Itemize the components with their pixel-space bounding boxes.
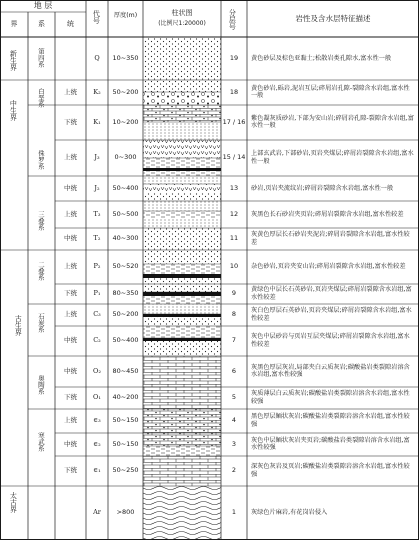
lithology-band bbox=[143, 211, 221, 218]
lithology-band bbox=[143, 158, 221, 168]
description-text: 砂岩,页岩夹流纹岩;碎屑岩裂隙含水岩组,富水性一般 bbox=[251, 184, 394, 192]
layer-number: 9 bbox=[231, 289, 237, 297]
layer-number: 6 bbox=[231, 366, 237, 375]
series-label: 中统 bbox=[64, 183, 77, 192]
series-label: 中统 bbox=[64, 366, 77, 375]
series-label: 上统 bbox=[64, 416, 77, 424]
thickness-label: >800 bbox=[116, 508, 135, 516]
code-label: P₂ bbox=[93, 262, 101, 270]
code-label: ∈₂ bbox=[93, 439, 101, 448]
description-text: 灰黑色厚层灰岩,局部夹白云质灰岩;碳酸盐岩类裂隙岩溶含水岩组,富水性较强 bbox=[251, 363, 410, 379]
description-text: 灰黄色厚层长石砂岩夹泥岩;碎屑岩裂隙含水岩组,富水性较差 bbox=[251, 231, 410, 246]
lithology-band bbox=[143, 264, 221, 274]
system-jurassic: 侏罗系 bbox=[36, 150, 45, 170]
lithology-band bbox=[143, 486, 221, 540]
thickness-label: 50~150 bbox=[112, 439, 139, 448]
lithology-band bbox=[143, 176, 221, 184]
lithology-band bbox=[143, 433, 221, 446]
layer-number: 13 bbox=[229, 183, 239, 192]
code-label: K₂ bbox=[93, 87, 101, 96]
lithology-band bbox=[143, 326, 221, 338]
lithology-band bbox=[143, 456, 221, 486]
code-label: ∈₁ bbox=[93, 466, 101, 474]
lithology-band bbox=[143, 228, 221, 250]
lithology-band bbox=[143, 92, 221, 105]
thickness-label: 50~520 bbox=[112, 262, 139, 270]
code-label: ∈₃ bbox=[93, 416, 101, 424]
code-label: T₂ bbox=[93, 234, 101, 242]
series-label: 下统 bbox=[64, 117, 77, 126]
system-cretaceous: 白垩系 bbox=[36, 88, 45, 108]
layer-number: 8 bbox=[231, 310, 237, 318]
system-quaternary: 第四系 bbox=[36, 48, 45, 68]
lithology-band bbox=[143, 314, 221, 317]
lithology-band bbox=[143, 304, 221, 314]
lithology-band bbox=[143, 387, 221, 409]
lithology-band bbox=[143, 317, 221, 326]
header-description: 岩性及含水层特征描述 bbox=[295, 14, 371, 23]
lithology-band bbox=[143, 284, 221, 292]
series-label: 中统 bbox=[64, 439, 77, 448]
lithology-band bbox=[143, 409, 221, 433]
description-text: 黑色厚层鲕状灰岩;碳酸盐岩类裂隙岩溶含水岩组,富水性较强 bbox=[251, 413, 410, 428]
description-text: 灰质薄层白云质灰岩;碳酸盐岩类裂隙岩溶含水岩组,富水性较强 bbox=[251, 390, 410, 405]
era-paleozoic: 古生界 bbox=[14, 315, 23, 336]
description-text: 灰色中层鲕状灰岩夹页岩;碳酸盐岩类裂隙岩溶含水岩组,富水性较强 bbox=[251, 436, 410, 452]
header-code: 代号 bbox=[92, 10, 101, 24]
code-label: T₃ bbox=[93, 209, 101, 218]
series-label: 上统 bbox=[64, 153, 77, 161]
thickness-label: 10~350 bbox=[112, 53, 139, 62]
lithology-band bbox=[143, 171, 221, 176]
code-label: P₁ bbox=[93, 289, 101, 297]
description-text: 灰绿色片麻岩,有花岗岩侵入 bbox=[251, 509, 328, 516]
era-mesozoic: 中生界 bbox=[9, 100, 18, 121]
lithology-band bbox=[143, 278, 221, 284]
header-series: 统 bbox=[67, 20, 74, 28]
code-label: O₁ bbox=[93, 393, 101, 401]
lithology-band bbox=[143, 338, 221, 341]
description-text: 黄色砂岩,砾岩,泥岩互层;碎屑岩孔隙-裂隙含水岩组,富水性一般 bbox=[251, 84, 410, 100]
thickness-label: 40~300 bbox=[112, 234, 139, 242]
thickness-label: 50~400 bbox=[112, 183, 139, 192]
layer-number: 5 bbox=[231, 393, 237, 401]
description-text: 紫色凝灰质砂岩,下部为安山岩;碎屑岩孔隙-裂隙含水岩组,富水性一般 bbox=[251, 114, 414, 130]
header-column: 柱状图 bbox=[171, 9, 193, 17]
series-label: 下统 bbox=[64, 289, 77, 297]
thickness-label: 40~200 bbox=[112, 393, 139, 401]
layer-number: 19 bbox=[229, 53, 239, 62]
code-label: K₁ bbox=[93, 117, 101, 126]
layer-number: 17 / 16 bbox=[222, 117, 246, 126]
series-label: 中统 bbox=[64, 336, 77, 344]
series-label: 下统 bbox=[64, 393, 77, 401]
description-text: 灰白色厚层石英砂岩,页岩夹煤层;碎屑岩裂隙含水岩组,富水性较差 bbox=[251, 307, 412, 322]
header-era: 界 bbox=[10, 20, 18, 28]
layer-number: 7 bbox=[231, 336, 237, 344]
lithology-band bbox=[143, 122, 221, 140]
series-label: 上统 bbox=[64, 87, 77, 96]
header-scale: (比例尺1:20000) bbox=[158, 20, 206, 27]
lithology-band bbox=[143, 201, 221, 211]
series-label: 中统 bbox=[64, 234, 77, 242]
header-system: 系 bbox=[38, 20, 45, 28]
layer-number: 18 bbox=[229, 87, 239, 96]
series-label: 上统 bbox=[64, 209, 77, 218]
era-cenozoic: 新生界 bbox=[9, 50, 18, 71]
series-label: 上统 bbox=[64, 262, 77, 270]
series-label: 上统 bbox=[64, 310, 77, 318]
lithology-band bbox=[143, 105, 221, 122]
thickness-label: 50~150 bbox=[112, 416, 139, 424]
system-triassic: 三叠系 bbox=[36, 211, 45, 231]
lithology-band bbox=[143, 140, 221, 158]
description-text: 深灰色灰岩及页岩;碳酸盐岩类裂隙岩溶含水岩组,富水性较强 bbox=[251, 463, 410, 478]
layer-number: 15 / 14 bbox=[222, 153, 246, 161]
header-thickness: 厚度(m) bbox=[113, 12, 138, 19]
header-layer-no: 分层号 bbox=[228, 9, 237, 30]
lithology-band bbox=[143, 356, 221, 387]
series-label: 下统 bbox=[64, 466, 77, 474]
lithology-band bbox=[143, 341, 221, 356]
layer-number: 12 bbox=[229, 209, 239, 218]
code-label: O₂ bbox=[93, 366, 101, 375]
lithology-band bbox=[143, 193, 221, 201]
description-text: 黄绿色中层长石英砂岩,页岩夹煤层;碎屑岩裂隙含水岩组,富水性较差 bbox=[251, 286, 412, 301]
system-ordovician: 奥陶系 bbox=[36, 375, 45, 395]
thickness-label: 80~450 bbox=[112, 366, 139, 375]
thickness-label: 0~300 bbox=[114, 153, 137, 161]
code-label: J₂ bbox=[94, 183, 100, 192]
lithology-band bbox=[143, 274, 221, 278]
thickness-label: 50~500 bbox=[112, 209, 139, 218]
thickness-label: 50~200 bbox=[112, 310, 139, 318]
lithology-band bbox=[143, 296, 221, 304]
code-label: C₃ bbox=[93, 310, 101, 318]
lithology-band bbox=[143, 37, 221, 80]
system-cambrian: 寒武系 bbox=[36, 432, 45, 452]
description-text: 上部玄武岩,下部砂岩,页岩夹煤层;碎屑岩裂隙含水岩组,富水性一般 bbox=[251, 150, 414, 165]
lithology-band bbox=[143, 80, 221, 92]
lithology-band bbox=[143, 168, 221, 171]
description-text: 杂色砂岩,页岩夹安山岩;碎屑岩裂隙含水岩组,富水性较差 bbox=[251, 263, 406, 270]
layer-number: 11 bbox=[229, 234, 239, 242]
layer-number: 4 bbox=[231, 416, 237, 424]
lithology-column bbox=[143, 37, 221, 540]
lithology-band bbox=[143, 184, 221, 193]
thickness-label: 50~200 bbox=[112, 87, 139, 96]
thickness-label: 10~200 bbox=[112, 117, 139, 126]
description-text: 灰黑色长石砂岩夹页岩;碎屑岩裂隙含水岩组,富水性较差 bbox=[251, 210, 404, 218]
code-label: J₃ bbox=[94, 153, 100, 161]
lithology-band bbox=[143, 250, 221, 264]
era-archean: 太古界 bbox=[9, 492, 18, 513]
thickness-label: 50~400 bbox=[112, 336, 139, 344]
layer-number: 10 bbox=[229, 262, 239, 270]
system-permian: 二叠系 bbox=[36, 261, 45, 281]
layer-number: 3 bbox=[231, 439, 237, 448]
header-strata: 地 层 bbox=[33, 1, 53, 10]
layer-number: 1 bbox=[231, 508, 237, 516]
description-text: 灰色中层砂岩与页岩互层夹煤层;碎屑岩裂隙含水岩组,富水性较差 bbox=[251, 333, 410, 348]
system-carboniferous: 石炭系 bbox=[36, 313, 45, 333]
code-label: C₂ bbox=[93, 336, 101, 344]
thickness-label: 50~250 bbox=[112, 466, 139, 474]
code-label: Ar bbox=[93, 508, 101, 516]
description-text: 黄色砂层及棕色亚黏土;松散岩类孔隙水,富水性一般 bbox=[251, 54, 392, 62]
lithology-band bbox=[143, 446, 221, 456]
thickness-label: 80~350 bbox=[112, 289, 139, 297]
lithology-band bbox=[143, 218, 221, 228]
lithology-band bbox=[143, 292, 221, 296]
code-label: Q bbox=[94, 53, 100, 62]
layer-number: 2 bbox=[231, 466, 237, 474]
